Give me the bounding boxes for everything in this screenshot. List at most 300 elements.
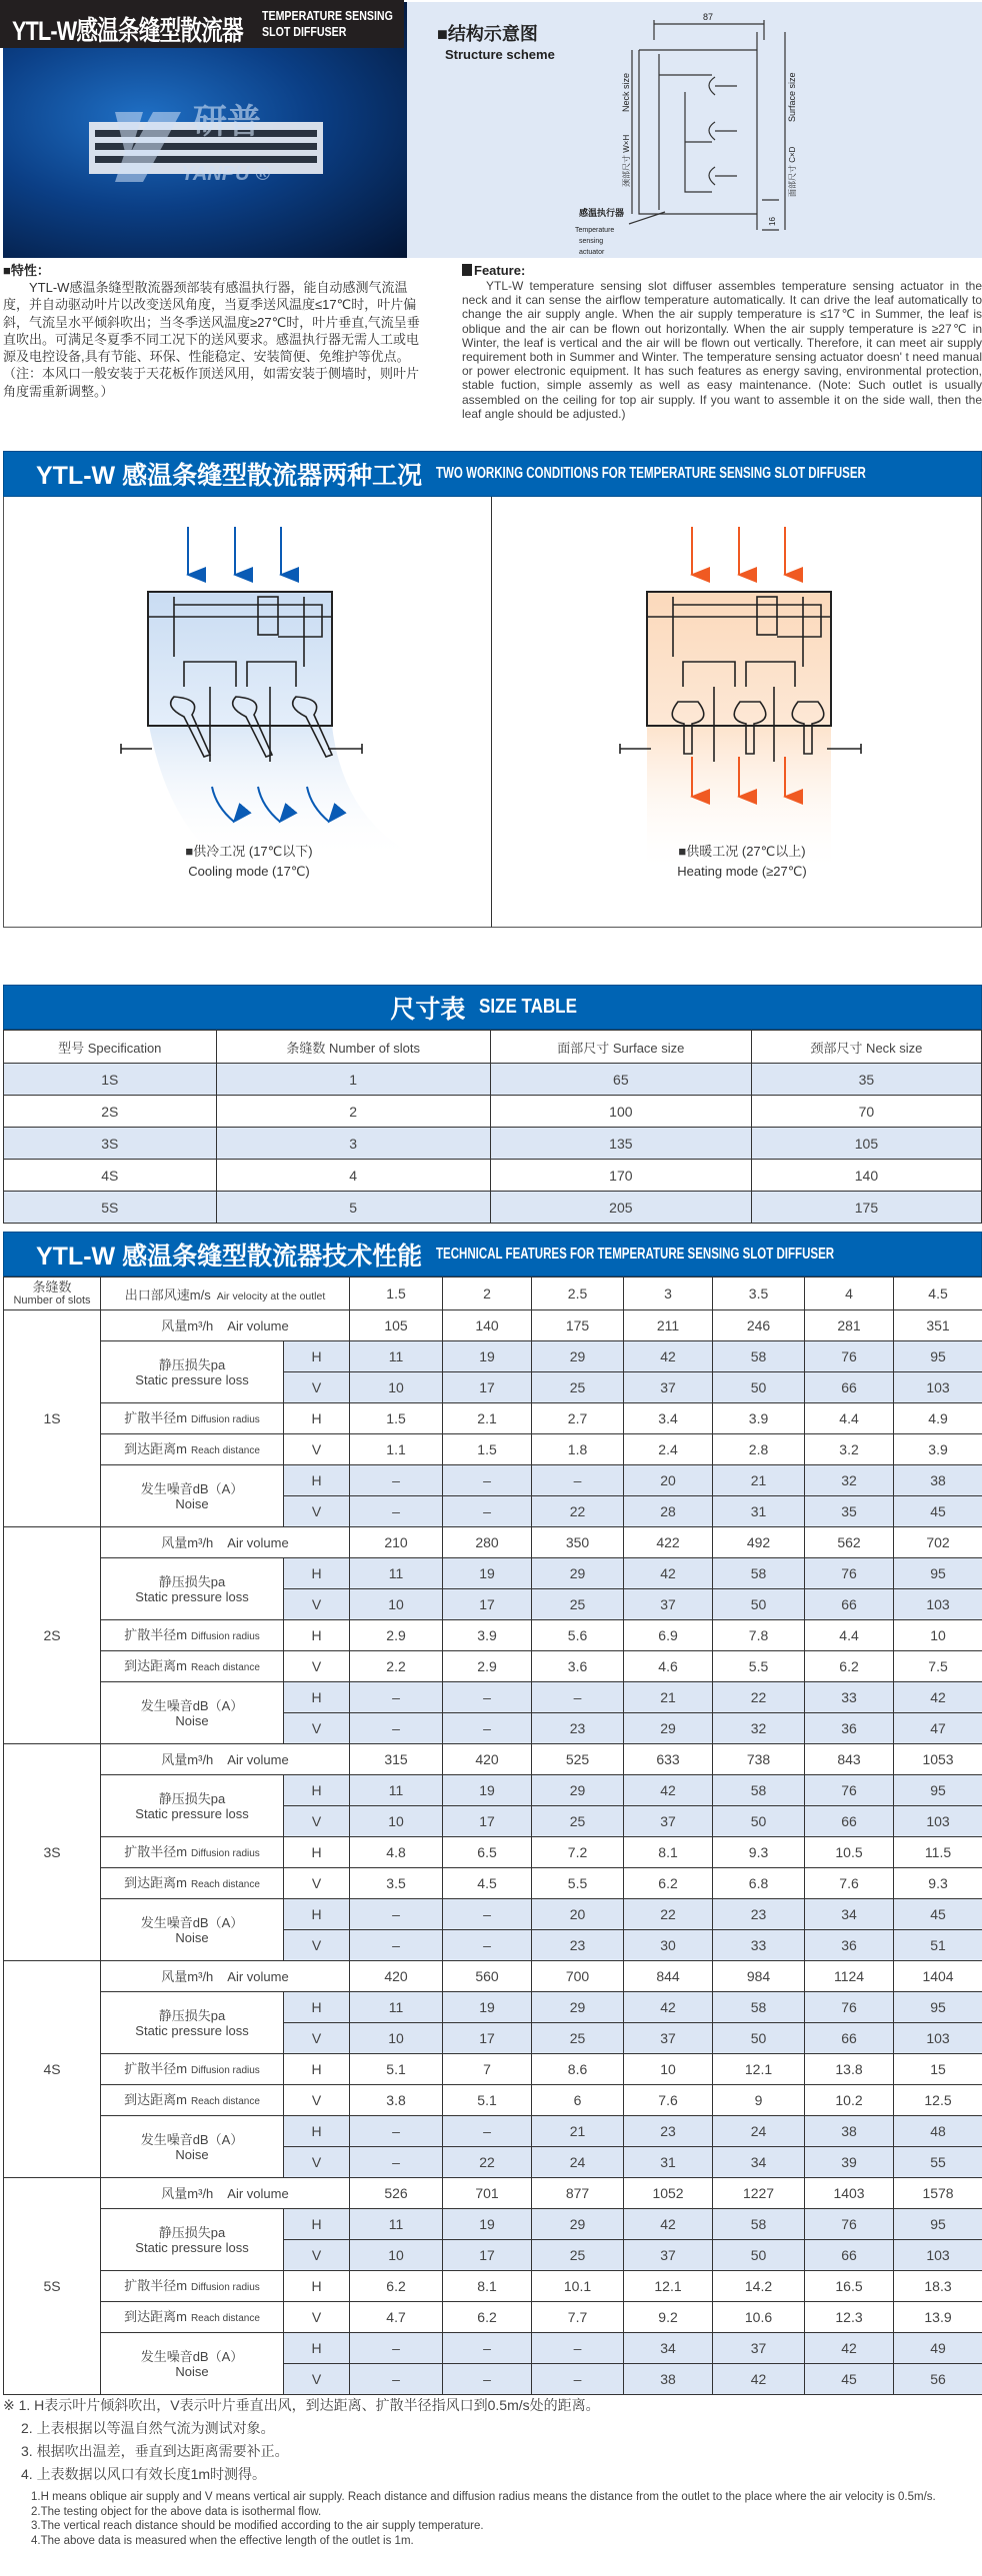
air-volume-label <box>101 1310 350 1341</box>
tech-row-pressure-h <box>4 1558 982 1589</box>
tech-value-cell: 95 <box>894 1558 982 1589</box>
slot-size-cell: 1S <box>4 1310 101 1527</box>
tech-value-cell: 12.3 <box>805 2302 894 2333</box>
tech-value-cell: 1404 <box>894 1961 982 1992</box>
tech-value-cell: 3.6 <box>532 1651 624 1682</box>
tech-value-cell: 38 <box>805 2116 894 2147</box>
tech-value-cell: 50 <box>713 1806 805 1837</box>
tech-value-cell: 10 <box>624 2054 713 2085</box>
tech-value-cell: 211 <box>624 1310 713 1341</box>
mode-h-cell: H <box>284 1341 350 1372</box>
note-cn: 4. 上表数据以风口有效长度1m时测得。 <box>21 2466 267 2482</box>
size-column-header: 颈部尺寸 Neck size <box>751 1031 981 1064</box>
velocity-value: 2.5 <box>532 1278 624 1310</box>
tech-value-cell: – <box>350 1465 443 1496</box>
tech-value-cell: 17 <box>443 2240 532 2271</box>
slot-size-cell: 2S <box>4 1527 101 1744</box>
tech-value-cell: 51 <box>894 1930 982 1961</box>
noise-label-cn: 发生噪音dB（A） <box>140 1914 244 1930</box>
mode-v-cell: V <box>284 1713 350 1744</box>
reach-label <box>101 1651 284 1682</box>
tech-value-cell: 17 <box>443 1589 532 1620</box>
pressure-label <box>101 1341 284 1403</box>
tech-value-cell: 7.6 <box>624 2085 713 2116</box>
reach-label-cn: 到达距离m <box>124 2308 187 2324</box>
notes <box>3 2394 982 2548</box>
size-cell: 2S <box>4 1096 217 1128</box>
size-cell: 65 <box>490 1064 751 1096</box>
tech-value-cell: 10.2 <box>805 2085 894 2116</box>
tech-value-cell: 9.2 <box>624 2302 713 2333</box>
noise-label <box>101 2116 284 2178</box>
size-cell: 35 <box>751 1064 981 1096</box>
tech-value-cell: 36 <box>805 1713 894 1744</box>
noise-label-cn: 发生噪音dB（A） <box>140 1480 244 1496</box>
tech-value-cell: 95 <box>894 1341 982 1372</box>
tech-value-cell: 49 <box>894 2333 982 2364</box>
tech-value-cell: – <box>350 1682 443 1713</box>
diffusion-label-en: Diffusion radius <box>191 2064 260 2076</box>
tech-value-cell: 25 <box>532 1806 624 1837</box>
air-volume-label-en: Air volume <box>227 1968 289 1984</box>
tech-value-cell: 58 <box>713 1992 805 2023</box>
pressure-label <box>101 1558 284 1620</box>
tech-value-cell: 58 <box>713 1341 805 1372</box>
mode-h-cell: H <box>284 1465 350 1496</box>
mode-v-cell: V <box>284 2364 350 2395</box>
tech-value-cell: 3.9 <box>713 1403 805 1434</box>
neck-size-label: Neck size <box>621 72 631 112</box>
tech-value-cell: 42 <box>624 1558 713 1589</box>
tech-row-pressure-h <box>4 1341 982 1372</box>
size-table-row <box>4 1128 982 1160</box>
tech-value-cell: 22 <box>713 1682 805 1713</box>
tech-value-cell: 7.6 <box>805 1868 894 1899</box>
tech-value-cell: 24 <box>713 2116 805 2147</box>
tech-value-cell: 492 <box>713 1527 805 1558</box>
air-volume-label-en: Air volume <box>227 2185 289 2201</box>
mode-h-cell: H <box>284 2116 350 2147</box>
air-volume-label <box>101 1961 350 1992</box>
tech-value-cell: 37 <box>624 1589 713 1620</box>
tech-value-cell: 29 <box>624 1713 713 1744</box>
tech-row-diffusion-h <box>4 2271 982 2302</box>
tech-value-cell: 5.1 <box>443 2085 532 2116</box>
tech-value-cell: 31 <box>624 2147 713 2178</box>
dim-bottom-label: 16 <box>768 217 777 226</box>
cooling-caption <box>104 842 394 882</box>
noise-label-en: Noise <box>175 1712 209 1728</box>
tech-value-cell: 66 <box>805 1589 894 1620</box>
mode-h-cell: H <box>284 1837 350 1868</box>
tech-value-cell: – <box>350 2147 443 2178</box>
tech-value-cell: 2.7 <box>532 1403 624 1434</box>
size-cell: 3 <box>216 1128 490 1160</box>
tech-value-cell: 6.5 <box>443 1837 532 1868</box>
tech-value-cell: – <box>443 1682 532 1713</box>
tech-value-cell: 42 <box>624 1992 713 2023</box>
tech-value-cell: 76 <box>805 1558 894 1589</box>
features-en-text: YTL-W temperature sensing slot diffuser assembles temperature sensing actuator in the neck and it can sense the airflow temperature automatically. It can drive the leaf automatically to change the air supply angle. When the air supply temperature is ≤17℃ in Summer, the leaf is oblique and the air can be flown out horizontally. When the air supply temperature is ≥27℃ in Winter, the leaf is vertical and the air will be flown out vertically. Therefore, it can meet air supply requirement both in Summer and Winter. The temperature sensing actuator doesn' t need manual or power electronic equipment. It has such features as energy saving, environmental protection, stable fuction, simple assemly as well as easy maintenance. (Note: Such outlet is usually assembled on the ceiling for top air supply. If you want to assemble it on the side wall, then the leaf angle should be adjusted.) <box>462 279 982 421</box>
cooling-caption-cn: ■供冷工况 (17℃以下) <box>185 844 313 859</box>
tech-value-cell: 29 <box>532 1558 624 1589</box>
tech-value-cell: 4.4 <box>805 1620 894 1651</box>
pressure-label <box>101 1992 284 2054</box>
mode-h-cell: H <box>284 1403 350 1434</box>
size-table <box>3 1030 982 1224</box>
tech-value-cell: 58 <box>713 1775 805 1806</box>
tech-value-cell: 36 <box>805 1930 894 1961</box>
pressure-label-en: Static pressure loss <box>135 1371 249 1387</box>
features-en <box>462 263 982 421</box>
tech-value-cell: 1.8 <box>532 1434 624 1465</box>
tech-value-cell: – <box>350 1899 443 1930</box>
tech-value-cell: 8.1 <box>443 2271 532 2302</box>
size-table-header-row <box>4 1031 982 1064</box>
size-cell: 205 <box>490 1192 751 1224</box>
tech-value-cell: 633 <box>624 1744 713 1775</box>
tech-value-cell: – <box>443 1496 532 1527</box>
tech-value-cell: 3.9 <box>443 1620 532 1651</box>
noise-label <box>101 2333 284 2395</box>
surface-dim-label: 面部尺寸 C×D <box>788 146 797 197</box>
tech-value-cell: 22 <box>532 1496 624 1527</box>
tech-value-cell: – <box>443 2333 532 2364</box>
features-cn <box>3 263 421 400</box>
air-volume-label-cn: 风量m³/h <box>161 1968 214 1984</box>
reach-label-en: Reach distance <box>190 2312 260 2324</box>
tech-value-cell: 12.1 <box>713 2054 805 2085</box>
tech-value-cell: 19 <box>443 1341 532 1372</box>
size-cell: 1 <box>216 1064 490 1096</box>
tech-value-cell: 34 <box>805 1899 894 1930</box>
tech-value-cell: 58 <box>713 1558 805 1589</box>
tech-value-cell: 5.5 <box>713 1651 805 1682</box>
mode-v-cell: V <box>284 1868 350 1899</box>
tech-value-cell: 15 <box>894 2054 982 2085</box>
air-volume-label <box>101 1744 350 1775</box>
tech-value-cell: 50 <box>713 1372 805 1403</box>
slot-size-cell: 5S <box>4 2178 101 2395</box>
tech-value-cell: 1403 <box>805 2178 894 2209</box>
tech-value-cell: 12.1 <box>624 2271 713 2302</box>
tech-value-cell: 30 <box>624 1930 713 1961</box>
tech-row-air-volume <box>4 1310 982 1341</box>
pressure-label-cn: 静压损失pa <box>158 1356 226 1372</box>
mode-v-cell: V <box>284 2147 350 2178</box>
velocity-header-cell <box>101 1278 350 1310</box>
tech-value-cell: 66 <box>805 2023 894 2054</box>
mode-h-cell: H <box>284 2271 350 2302</box>
tech-value-cell: – <box>532 1682 624 1713</box>
tech-value-cell: 4.7 <box>350 2302 443 2333</box>
tech-row-noise-h <box>4 1682 982 1713</box>
note-en: 3.The vertical reach distance should be modified according to the air supply temperature. <box>31 2520 484 2532</box>
mode-v-cell: V <box>284 2302 350 2333</box>
reach-label-cn: 到达距离m <box>124 2091 187 2107</box>
tech-value-cell: 42 <box>624 1775 713 1806</box>
tech-table-header <box>3 1232 982 1277</box>
tech-value-cell: 17 <box>443 1806 532 1837</box>
mode-v-cell: V <box>284 1806 350 1837</box>
cooling-caption-en: Cooling mode (17℃) <box>188 864 310 879</box>
tech-value-cell: – <box>443 2116 532 2147</box>
diffusion-label-en: Diffusion radius <box>191 1413 260 1425</box>
tech-value-cell: 350 <box>532 1527 624 1558</box>
tech-value-cell: 10 <box>350 1806 443 1837</box>
tech-value-cell: 10 <box>894 1620 982 1651</box>
reach-label-en: Reach distance <box>190 1661 260 1673</box>
tech-row-noise-h <box>4 1899 982 1930</box>
tech-value-cell: – <box>350 1713 443 1744</box>
tech-value-cell: 10 <box>350 1589 443 1620</box>
size-cell: 140 <box>751 1160 981 1192</box>
tech-value-cell: 984 <box>713 1961 805 1992</box>
tech-value-cell: 7.2 <box>532 1837 624 1868</box>
tech-value-cell: – <box>532 1465 624 1496</box>
tech-value-cell: 5.1 <box>350 2054 443 2085</box>
tech-value-cell: 351 <box>894 1310 982 1341</box>
tech-value-cell: 29 <box>532 1341 624 1372</box>
noise-label-cn: 发生噪音dB（A） <box>140 1697 244 1713</box>
tech-row-diffusion-h <box>4 2054 982 2085</box>
pressure-label-cn: 静压损失pa <box>158 1790 226 1806</box>
mode-v-cell: V <box>284 2023 350 2054</box>
mode-v-cell: V <box>284 1930 350 1961</box>
tech-row-noise-h <box>4 2333 982 2364</box>
air-volume-label-en: Air volume <box>227 1534 289 1550</box>
tech-value-cell: 7 <box>443 2054 532 2085</box>
size-cell: 5S <box>4 1192 217 1224</box>
tech-value-cell: 45 <box>894 1899 982 1930</box>
diffusion-label-en: Diffusion radius <box>191 1630 260 1642</box>
diffusion-label-cn: 扩散半径m <box>124 2060 188 2076</box>
tech-table-title-cn: YTL-W 感温条缝型散流器技术性能 <box>36 1242 423 1271</box>
tech-value-cell: 103 <box>894 1806 982 1837</box>
tech-value-cell: 11 <box>350 1558 443 1589</box>
tech-row-air-volume <box>4 1744 982 1775</box>
tech-value-cell: 50 <box>713 2023 805 2054</box>
size-cell: 5 <box>216 1192 490 1224</box>
mode-h-cell: H <box>284 1775 350 1806</box>
tech-value-cell: 23 <box>532 1713 624 1744</box>
tech-value-cell: 20 <box>624 1465 713 1496</box>
tech-value-cell: 29 <box>532 1992 624 2023</box>
diffusion-label-en: Diffusion radius <box>191 2281 260 2293</box>
tech-value-cell: 315 <box>350 1744 443 1775</box>
tech-value-cell: 29 <box>532 1775 624 1806</box>
slot-size-cell: 4S <box>4 1961 101 2178</box>
reach-label <box>101 1434 284 1465</box>
air-volume-label-en: Air volume <box>227 1317 289 1333</box>
tech-row-diffusion-h <box>4 1620 982 1651</box>
slot-size-cell: 3S <box>4 1744 101 1961</box>
pressure-label-en: Static pressure loss <box>135 1588 249 1604</box>
tech-value-cell: 1.1 <box>350 1434 443 1465</box>
structure-scheme-panel <box>407 2 982 258</box>
mode-h-cell: H <box>284 2054 350 2085</box>
tech-value-cell: 3.8 <box>350 2085 443 2116</box>
tech-value-cell: 6.2 <box>624 1868 713 1899</box>
tech-value-cell: 2.8 <box>713 1434 805 1465</box>
neck-dim-label: 颈部尺寸 W×H <box>622 134 631 187</box>
reach-label <box>101 2085 284 2116</box>
tech-value-cell: 560 <box>443 1961 532 1992</box>
velocity-label-en: Air velocity at the outlet <box>216 1289 326 1302</box>
air-volume-label <box>101 2178 350 2209</box>
tech-value-cell: 6 <box>532 2085 624 2116</box>
tech-value-cell: 105 <box>350 1310 443 1341</box>
dim-top-label: 87 <box>703 12 714 22</box>
tech-value-cell: 29 <box>532 2209 624 2240</box>
air-volume-label-cn: 风量m³/h <box>161 1534 214 1550</box>
tech-value-cell: 10 <box>350 2023 443 2054</box>
cooling-mode-panel <box>3 497 492 928</box>
size-cell: 175 <box>751 1192 981 1224</box>
noise-label <box>101 1465 284 1527</box>
tech-value-cell: 21 <box>713 1465 805 1496</box>
tech-value-cell: 23 <box>713 1899 805 1930</box>
size-cell: 1S <box>4 1064 217 1096</box>
velocity-value: 3 <box>624 1278 713 1310</box>
actuator-label-en-3: actuator <box>579 249 605 256</box>
leaf-icon <box>709 122 737 140</box>
tech-row-pressure-h <box>4 1992 982 2023</box>
size-cell: 100 <box>490 1096 751 1128</box>
tech-value-cell: 175 <box>532 1310 624 1341</box>
size-cell: 3S <box>4 1128 217 1160</box>
tech-value-cell: 4.8 <box>350 1837 443 1868</box>
actuator-label-en-2: sensing <box>579 238 604 245</box>
mode-v-cell: V <box>284 1372 350 1403</box>
mode-v-cell: V <box>284 2085 350 2116</box>
tech-value-cell: 31 <box>713 1496 805 1527</box>
pressure-label-cn: 静压损失pa <box>158 2007 226 2023</box>
tech-value-cell: 6.2 <box>805 1651 894 1682</box>
tech-value-cell: 6.8 <box>713 1868 805 1899</box>
leaf-icon <box>709 167 737 185</box>
mode-v-cell: V <box>284 1651 350 1682</box>
noise-label <box>101 1899 284 1961</box>
tech-value-cell: 19 <box>443 1992 532 2023</box>
tech-value-cell: 2.2 <box>350 1651 443 1682</box>
noise-label-cn: 发生噪音dB（A） <box>140 2131 244 2147</box>
tech-value-cell: 24 <box>532 2147 624 2178</box>
size-cell: 135 <box>490 1128 751 1160</box>
pressure-label-cn: 静压损失pa <box>158 2224 226 2240</box>
size-column-header: 条缝数 Number of slots <box>216 1031 490 1064</box>
velocity-value: 3.5 <box>713 1278 805 1310</box>
reach-label-en: Reach distance <box>190 2095 260 2107</box>
tech-value-cell: 66 <box>805 2240 894 2271</box>
tech-value-cell: 25 <box>532 2240 624 2271</box>
tech-value-cell: 246 <box>713 1310 805 1341</box>
tech-value-cell: 19 <box>443 2209 532 2240</box>
product-title-en <box>262 8 393 40</box>
reach-label-cn: 到达距离m <box>124 1657 187 1673</box>
size-table-title-cn: 尺寸表 <box>390 995 466 1024</box>
mode-h-cell: H <box>284 1992 350 2023</box>
tech-value-cell: 11 <box>350 1341 443 1372</box>
tech-value-cell: 877 <box>532 2178 624 2209</box>
tech-value-cell: 95 <box>894 2209 982 2240</box>
tech-value-cell: 22 <box>624 1899 713 1930</box>
tech-value-cell: 420 <box>350 1961 443 1992</box>
tech-value-cell: 42 <box>805 2333 894 2364</box>
features-en-heading <box>462 263 982 279</box>
heating-caption <box>597 842 887 882</box>
tech-value-cell: 9.3 <box>713 1837 805 1868</box>
air-volume-label-cn: 风量m³/h <box>161 2185 214 2201</box>
tech-value-cell: 16.5 <box>805 2271 894 2302</box>
note-en: 1.H means oblique air supply and V means vertical air supply. Reach distance and diffusion radius means the distance from the outlet to the place where the air velocity is 0.5m/s. <box>31 2491 936 2503</box>
tech-value-cell: 11 <box>350 1775 443 1806</box>
tech-value-cell: 76 <box>805 1341 894 1372</box>
tech-value-cell: 48 <box>894 2116 982 2147</box>
velocity-value: 2 <box>443 1278 532 1310</box>
tech-value-cell: 3.5 <box>350 1868 443 1899</box>
tech-value-cell: 25 <box>532 1372 624 1403</box>
tech-value-cell: 1053 <box>894 1744 982 1775</box>
velocity-value: 4 <box>805 1278 894 1310</box>
tech-value-cell: 3.9 <box>894 1434 982 1465</box>
tech-value-cell: 702 <box>894 1527 982 1558</box>
pressure-label <box>101 2209 284 2271</box>
reach-label <box>101 1868 284 1899</box>
size-cell: 70 <box>751 1096 981 1128</box>
tech-value-cell: 701 <box>443 2178 532 2209</box>
note-en: 2.The testing object for the above data is isothermal flow. <box>31 2505 322 2518</box>
noise-label-en: Noise <box>175 2363 209 2379</box>
mode-v-cell: V <box>284 2240 350 2271</box>
tech-row-reach-v <box>4 1868 982 1899</box>
diffusion-label-cn: 扩散半径m <box>124 1843 188 1859</box>
note-cn: 2. 上表根据以等温自然气流为测试对象。 <box>21 2420 275 2436</box>
heating-caption-cn: ■供暖工况 (27℃以上) <box>678 844 806 859</box>
tech-value-cell: – <box>350 1496 443 1527</box>
tech-row-reach-v <box>4 2302 982 2333</box>
tech-value-cell: 66 <box>805 1372 894 1403</box>
diffusion-label <box>101 1620 284 1651</box>
pressure-label-cn: 静压损失pa <box>158 1573 226 1589</box>
tech-value-cell: 5.5 <box>532 1868 624 1899</box>
tech-value-cell: 11 <box>350 1992 443 2023</box>
tech-value-cell: 76 <box>805 1992 894 2023</box>
tech-value-cell: 12.5 <box>894 2085 982 2116</box>
diffusion-label <box>101 1403 284 1434</box>
actuator-label-en-1: Temperature <box>575 227 615 234</box>
tech-value-cell: 21 <box>532 2116 624 2147</box>
tech-value-cell: 33 <box>713 1930 805 1961</box>
tech-value-cell: 103 <box>894 2240 982 2271</box>
tech-value-cell: 18.3 <box>894 2271 982 2302</box>
tech-value-cell: 19 <box>443 1775 532 1806</box>
tech-value-cell: 13.9 <box>894 2302 982 2333</box>
tech-value-cell: 42 <box>624 2209 713 2240</box>
reach-label-cn: 到达距离m <box>124 1874 187 1890</box>
tech-value-cell: 13.8 <box>805 2054 894 2085</box>
tech-value-cell: 25 <box>532 2023 624 2054</box>
tech-value-cell: 10.1 <box>532 2271 624 2302</box>
size-cell: 4S <box>4 1160 217 1192</box>
tech-value-cell: 10.5 <box>805 1837 894 1868</box>
tech-value-cell: 42 <box>894 1682 982 1713</box>
tech-value-cell: 280 <box>443 1527 532 1558</box>
tech-value-cell: 140 <box>443 1310 532 1341</box>
reach-label <box>101 2302 284 2333</box>
tech-value-cell: 37 <box>624 1372 713 1403</box>
tech-row-reach-v <box>4 1651 982 1682</box>
